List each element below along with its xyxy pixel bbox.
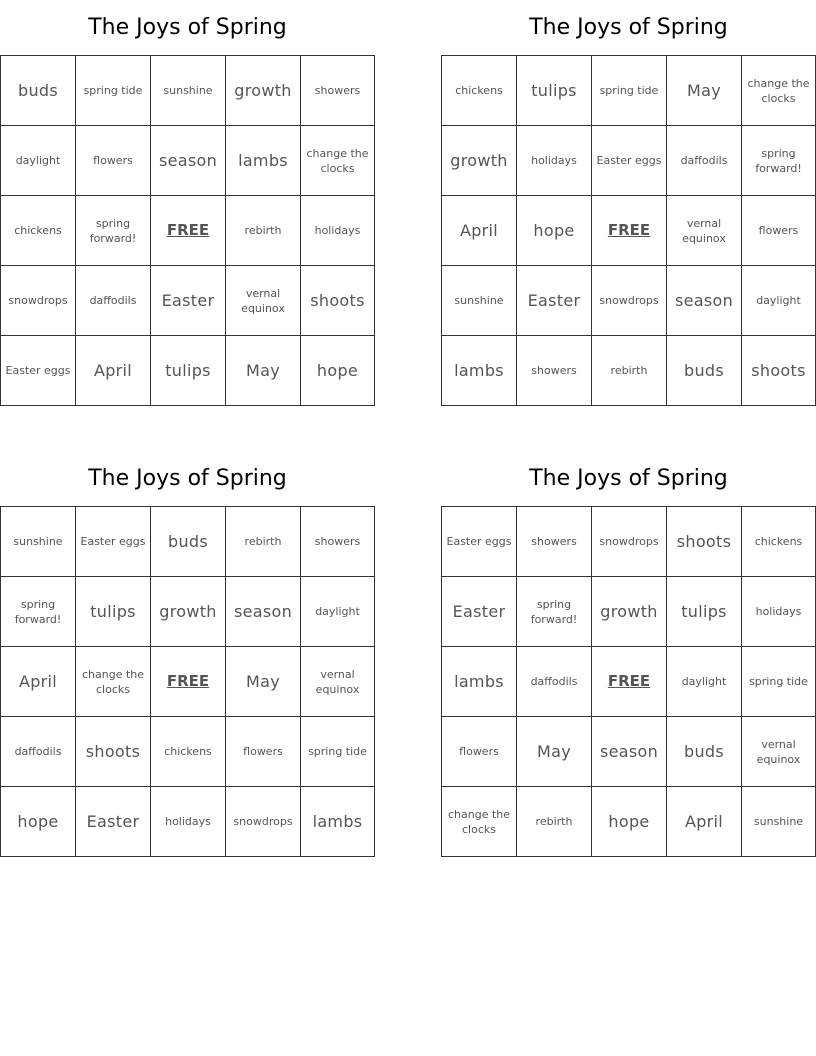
bingo-cell: chickens — [742, 507, 816, 577]
card-title: The Joys of Spring — [88, 15, 287, 40]
bingo-cell: April — [1, 647, 76, 717]
bingo-cell: season — [667, 266, 742, 336]
bingo-cell: snowdrops — [226, 787, 301, 857]
bingo-cell: chickens — [1, 196, 76, 266]
bingo-cell: Easter eggs — [76, 507, 151, 577]
bingo-cell: shoots — [76, 717, 151, 787]
bingo-cell: Easter eggs — [1, 336, 76, 406]
bingo-cell: showers — [517, 336, 592, 406]
bingo-cell: chickens — [442, 56, 517, 126]
bingo-cell: tulips — [151, 336, 226, 406]
free-space: FREE — [592, 647, 667, 717]
bingo-cell: daylight — [301, 577, 375, 647]
bingo-cell: lambs — [442, 336, 517, 406]
bingo-cell: Easter — [151, 266, 226, 336]
bingo-cell: lambs — [226, 126, 301, 196]
bingo-cell: hope — [301, 336, 375, 406]
bingo-cell: sunshine — [742, 787, 816, 857]
bingo-cell: April — [667, 787, 742, 857]
bingo-grid — [0, 55, 375, 406]
bingo-cell: Easter — [76, 787, 151, 857]
bingo-cell: daylight — [742, 266, 816, 336]
bingo-cell: May — [517, 717, 592, 787]
bingo-cell: daffodils — [517, 647, 592, 717]
bingo-cell: snowdrops — [592, 266, 667, 336]
bingo-cell: daffodils — [667, 126, 742, 196]
bingo-cell: buds — [667, 717, 742, 787]
bingo-cell: holidays — [151, 787, 226, 857]
bingo-cell: daylight — [1, 126, 76, 196]
bingo-cell: showers — [517, 507, 592, 577]
bingo-cell: Easter eggs — [592, 126, 667, 196]
bingo-cell: snowdrops — [1, 266, 76, 336]
bingo-cell: hope — [517, 196, 592, 266]
bingo-cell: lambs — [442, 647, 517, 717]
bingo-cell: spring forward! — [742, 126, 816, 196]
bingo-cell: growth — [592, 577, 667, 647]
bingo-cell: flowers — [76, 126, 151, 196]
bingo-cell: tulips — [517, 56, 592, 126]
bingo-cell: holidays — [742, 577, 816, 647]
bingo-cell: hope — [1, 787, 76, 857]
bingo-cell: sunshine — [442, 266, 517, 336]
bingo-cell: lambs — [301, 787, 375, 857]
bingo-cell: growth — [442, 126, 517, 196]
bingo-cell: vernal equinox — [742, 717, 816, 787]
bingo-cell: daffodils — [1, 717, 76, 787]
bingo-cell: buds — [667, 336, 742, 406]
bingo-cell: Easter — [442, 577, 517, 647]
bingo-cell: shoots — [667, 507, 742, 577]
bingo-cell: buds — [1, 56, 76, 126]
bingo-cell: flowers — [742, 196, 816, 266]
bingo-cell: change the clocks — [301, 126, 375, 196]
bingo-cell: daffodils — [76, 266, 151, 336]
bingo-grid — [441, 506, 816, 857]
bingo-cell: May — [226, 647, 301, 717]
bingo-cell: May — [667, 56, 742, 126]
card-title: The Joys of Spring — [88, 466, 287, 491]
bingo-cell: change the clocks — [742, 56, 816, 126]
bingo-cell: sunshine — [1, 507, 76, 577]
bingo-cell: flowers — [226, 717, 301, 787]
bingo-cell: spring tide — [742, 647, 816, 717]
bingo-cell: hope — [592, 787, 667, 857]
bingo-cell: daylight — [667, 647, 742, 717]
free-space: FREE — [151, 196, 226, 266]
bingo-cell: growth — [151, 577, 226, 647]
bingo-cell: holidays — [517, 126, 592, 196]
bingo-cell: chickens — [151, 717, 226, 787]
card-title: The Joys of Spring — [529, 15, 728, 40]
bingo-cell: spring forward! — [1, 577, 76, 647]
free-space: FREE — [592, 196, 667, 266]
card-title: The Joys of Spring — [529, 466, 728, 491]
bingo-cell: showers — [301, 56, 375, 126]
bingo-cell: spring tide — [301, 717, 375, 787]
bingo-cell: buds — [151, 507, 226, 577]
bingo-cell: vernal equinox — [667, 196, 742, 266]
bingo-cell: growth — [226, 56, 301, 126]
bingo-cell: season — [226, 577, 301, 647]
bingo-cell: change the clocks — [76, 647, 151, 717]
bingo-cell: rebirth — [226, 507, 301, 577]
bingo-cell: spring forward! — [76, 196, 151, 266]
bingo-cell: vernal equinox — [301, 647, 375, 717]
bingo-cell: tulips — [667, 577, 742, 647]
bingo-cell: April — [76, 336, 151, 406]
bingo-grid — [441, 55, 816, 406]
bingo-cell: May — [226, 336, 301, 406]
bingo-cell: rebirth — [517, 787, 592, 857]
bingo-cell: season — [151, 126, 226, 196]
bingo-cell: spring tide — [76, 56, 151, 126]
bingo-cell: showers — [301, 507, 375, 577]
free-space: FREE — [151, 647, 226, 717]
bingo-cell: tulips — [76, 577, 151, 647]
bingo-cell: spring tide — [592, 56, 667, 126]
bingo-cell: April — [442, 196, 517, 266]
bingo-cell: spring forward! — [517, 577, 592, 647]
bingo-cell: season — [592, 717, 667, 787]
bingo-cell: Easter eggs — [442, 507, 517, 577]
bingo-cell: change the clocks — [442, 787, 517, 857]
bingo-cell: shoots — [301, 266, 375, 336]
bingo-cell: Easter — [517, 266, 592, 336]
bingo-cell: sunshine — [151, 56, 226, 126]
bingo-cell: rebirth — [226, 196, 301, 266]
bingo-cell: snowdrops — [592, 507, 667, 577]
bingo-cell: vernal equinox — [226, 266, 301, 336]
bingo-grid — [0, 506, 375, 857]
bingo-cell: flowers — [442, 717, 517, 787]
bingo-cell: rebirth — [592, 336, 667, 406]
bingo-cell: holidays — [301, 196, 375, 266]
bingo-cell: shoots — [742, 336, 816, 406]
